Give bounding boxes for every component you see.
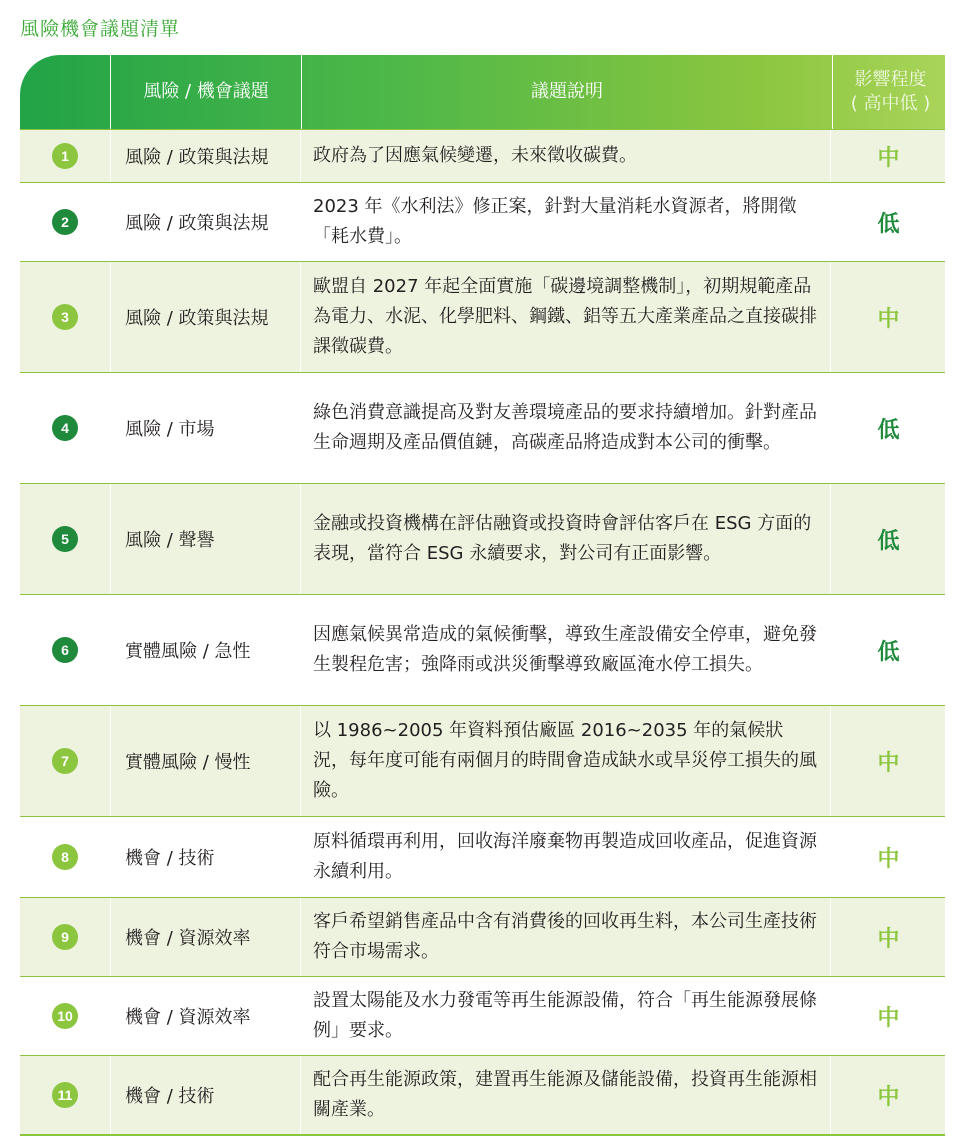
page-title: 風險機會議題清單 [20, 18, 181, 40]
row-number-badge: 5 [52, 526, 78, 552]
row-impact: 低 [830, 373, 946, 483]
row-topic: 風險 / 市場 [110, 373, 300, 483]
row-number-badge: 4 [52, 415, 78, 441]
row-description: 原料循環再利用，回收海洋廢棄物再製造成回收產品，促進資源永續利用。 [300, 817, 830, 897]
row-impact: 低 [830, 484, 946, 594]
row-description: 設置太陽能及水力發電等再生能源設備，符合「再生能源發展條例」要求。 [300, 977, 830, 1055]
row-number-cell [20, 262, 110, 372]
table-row [20, 483, 945, 594]
row-description: 以 1986~2005 年資料預估廠區 2016~2035 年的氣候狀況，每年度可能有兩個月的時間會造成缺水或旱災停工損失的風險。 [300, 706, 830, 816]
row-number-badge: 8 [52, 844, 78, 870]
table-body [20, 129, 945, 1134]
table-row [20, 182, 945, 261]
table-row [20, 261, 945, 372]
row-topic: 機會 / 資源效率 [110, 898, 300, 976]
header-impact-line1: 影響程度 [854, 69, 927, 90]
header-topic: 風險 / 機會議題 [110, 55, 301, 129]
row-impact: 中 [830, 817, 946, 897]
row-topic: 機會 / 技術 [110, 1056, 300, 1134]
row-topic: 機會 / 技術 [110, 817, 300, 897]
row-number-cell [20, 183, 110, 261]
row-topic: 風險 / 政策與法規 [110, 183, 300, 261]
table-row [20, 705, 945, 816]
row-number-badge: 1 [52, 143, 78, 169]
row-description: 政府為了因應氣候變遷，未來徵收碳費。 [300, 130, 830, 182]
header-impact-line2: ( 高中低 ) [850, 93, 931, 114]
row-description: 綠色消費意識提高及對友善環境產品的要求持續增加。針對產品生命週期及產品價值鏈，高碳產品將造成對本公司的衝擊。 [300, 373, 830, 483]
row-number-badge: 10 [52, 1003, 78, 1029]
row-topic: 機會 / 資源效率 [110, 977, 300, 1055]
row-impact: 中 [830, 977, 946, 1055]
row-number-cell [20, 595, 110, 705]
header-impact [832, 55, 945, 129]
row-number-badge: 9 [52, 924, 78, 950]
row-number-badge: 3 [52, 304, 78, 330]
row-description: 金融或投資機構在評估融資或投資時會評估客戶在 ESG 方面的表現，當符合 ESG 永續要求，對公司有正面影響。 [300, 484, 830, 594]
row-impact: 低 [830, 183, 946, 261]
row-number-badge: 11 [52, 1082, 78, 1108]
row-topic: 風險 / 聲譽 [110, 484, 300, 594]
table-row [20, 594, 945, 705]
row-number-cell [20, 1056, 110, 1134]
row-impact: 中 [830, 262, 946, 372]
row-impact: 低 [830, 595, 946, 705]
table-row [20, 897, 945, 976]
row-number-cell [20, 484, 110, 594]
row-number-cell [20, 817, 110, 897]
row-description: 客戶希望銷售產品中含有消費後的回收再生料，本公司生產技術符合市場需求。 [300, 898, 830, 976]
header-description: 議題說明 [301, 55, 832, 129]
row-description: 2023 年《水利法》修正案，針對大量消耗水資源者，將開徵「耗水費」。 [300, 183, 830, 261]
row-number-badge: 2 [52, 209, 78, 235]
table-row [20, 816, 945, 897]
row-impact: 中 [830, 898, 946, 976]
row-number-cell [20, 373, 110, 483]
header-number [20, 55, 110, 129]
row-number-cell [20, 977, 110, 1055]
row-topic: 實體風險 / 急性 [110, 595, 300, 705]
row-impact: 中 [830, 1056, 946, 1134]
row-description: 歐盟自 2027 年起全面實施「碳邊境調整機制」，初期規範產品為電力、水泥、化學肥料、鋼鐵、鋁等五大產業產品之直接碳排課徵碳費。 [300, 262, 830, 372]
table-row [20, 1055, 945, 1134]
row-number-cell [20, 130, 110, 182]
table-header [20, 55, 945, 129]
row-topic: 實體風險 / 慢性 [110, 706, 300, 816]
row-description: 配合再生能源政策，建置再生能源及儲能設備，投資再生能源相關產業。 [300, 1056, 830, 1134]
row-topic: 風險 / 政策與法規 [110, 130, 300, 182]
row-topic: 風險 / 政策與法規 [110, 262, 300, 372]
row-number-cell [20, 706, 110, 816]
row-number-badge: 6 [52, 637, 78, 663]
row-number-cell [20, 898, 110, 976]
table-row [20, 372, 945, 483]
row-impact: 中 [830, 130, 946, 182]
row-impact: 中 [830, 706, 946, 816]
row-description: 因應氣候異常造成的氣候衝擊，導致生產設備安全停車，避免發生製程危害；強降雨或洪災衝擊導致廠區淹水停工損失。 [300, 595, 830, 705]
table-row [20, 129, 945, 182]
table-row [20, 976, 945, 1055]
row-number-badge: 7 [52, 748, 78, 774]
risk-opportunity-table [20, 55, 945, 1136]
